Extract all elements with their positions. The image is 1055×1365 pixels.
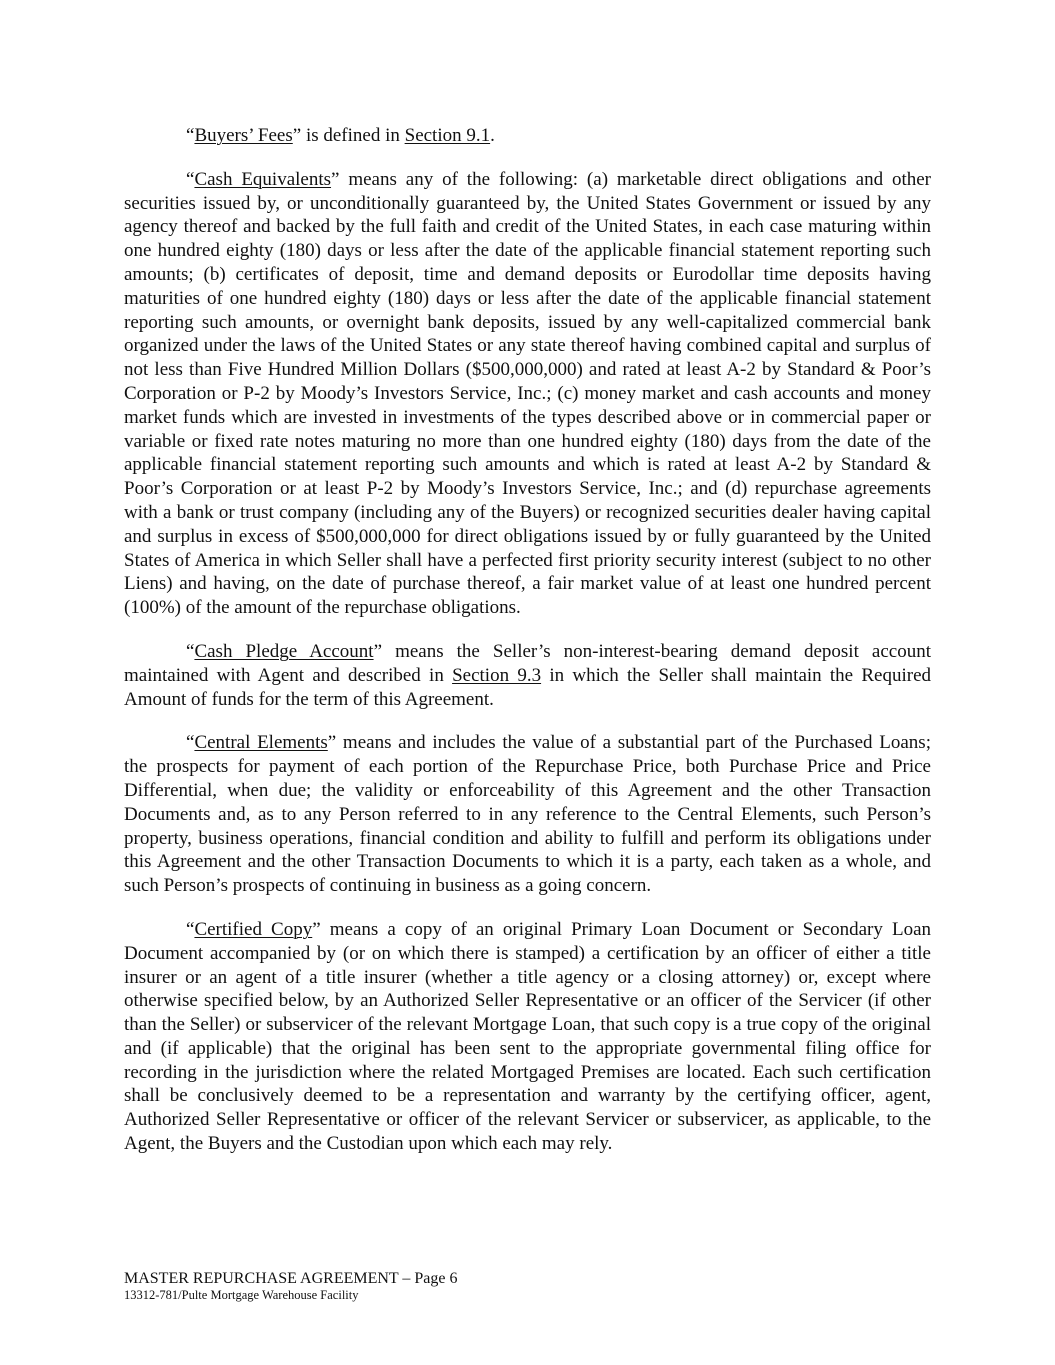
definition-cash-pledge-account	[124, 640, 931, 711]
defined-term: Buyers’ Fees	[194, 125, 293, 146]
definition-certified-copy	[124, 918, 931, 1156]
definition-text: ” means and includes the value of a substantial part of the Purchased Loans; the prospects for payment of each portion of the Repurchase Price, both Purchase Price and Price Differential, when due; the validity or enforceability of this Agreement and the other Transaction Documents and, as to any Person referred to in any reference to the Central Elements, such Person’s property, business operations, financial condition and ability to fulfill and perform its obligations under this Agreement and the other Transaction Documents to which it is a party, each taken as a whole, and such Person’s prospects of continuing in business as a going concern.	[124, 732, 931, 897]
footer-title: MASTER REPURCHASE AGREEMENT – Page 6	[124, 1270, 458, 1287]
definition-cash-equivalents	[124, 168, 931, 620]
document-body	[124, 124, 931, 1176]
section-reference: Section 9.3	[452, 664, 542, 686]
defined-term: Cash Equivalents	[194, 168, 332, 190]
definition-text: ” means the Seller’s non-interest-bearing demand deposit account maintained with Agent and described in	[124, 640, 931, 686]
open-quote: “	[186, 168, 195, 190]
defined-term: Certified Copy	[194, 918, 313, 940]
footer-doc-id: 13312-781/Pulte Mortgage Warehouse Facility	[124, 1288, 359, 1302]
open-quote: “	[186, 640, 195, 662]
section-reference: Section 9.1	[404, 125, 491, 146]
open-quote: “	[186, 125, 195, 146]
defined-term: Central Elements	[194, 732, 328, 754]
definition-text: ” means a copy of an original Primary Loan Document or Secondary Loan Document accompanied by (or on which there is stamped) a certification by an officer of either a title insurer or an agent of a title insurer (whether a title agency or a closing attorney) or, except where otherwise specified below, by an Authorized Seller Representative or an officer of the Servicer (if other than the Seller) or subservicer of the relevant Mortgage Loan, that such copy is a true copy of the original and (if applicable) that the original has been sent to the appropriate governmental filing office for recording in the jurisdiction where the related Mortgaged Premises are located. Each such certification shall be conclusively deemed to be a representation and warranty by the certifying officer, agent, Authorized Seller Representative or officer of the relevant Servicer or subservicer, as applicable, to the Agent, the Buyers and the Custodian upon which each may rely.	[124, 918, 931, 1155]
definition-text-tail: .	[490, 125, 495, 146]
definition-text: ” means any of the following: (a) marketable direct obligations and other securities issued by, or unconditionally guaranteed by, the United States Government or issued by any agency thereof and backed by the full faith and credit of the United States, in each case maturing within one hundred eighty (180) days or less after the date of the applicable financial statement reporting such amounts; (b) certificates of deposit, time and demand deposits or Eurodollar time deposits having maturities of one hundred eighty (180) days or less after the date of the applicable financial statement reporting such amounts, or overnight bank deposits, issued by any well-capitalized commercial bank organized under the laws of the United States or any state thereof having combined capital and surplus of not less than Five Hundred Million Dollars ($500,000,000) and rated at least A-2 by Standard & Poor’s Corporation or P-2 by Moody’s Investors Service, Inc.; (c) money market and cash accounts and money market funds which are invested in investments of the types described above or in commercial paper or variable or fixed rate notes maturing no more than one hundred eighty (180) days from the date of the applicable financial statement reporting such amounts and which is rated at least A-2 by Standard & Poor’s Corporation or at least P-2 by Moody’s Investors Service, Inc.; and (d) repurchase agreements with a bank or trust company (including any of the Buyers) or recognized securities dealer having capital and surplus in excess of $500,000,000 for direct obligations issued by or fully guaranteed by the United States of America in which Seller shall have a perfected first priority security interest (subject to no other Liens) and having, on the date of purchase thereof, a fair market value of at least one hundred percent (100%) of the amount of the repurchase obligations.	[124, 168, 931, 619]
page-footer	[124, 1269, 458, 1303]
definition-buyers-fees	[124, 124, 931, 148]
defined-term: Cash Pledge Account	[194, 640, 374, 662]
definition-central-elements	[124, 731, 931, 898]
open-quote: “	[186, 918, 195, 940]
open-quote: “	[186, 732, 195, 754]
definition-text: ” is defined in	[292, 125, 405, 146]
definition-text-tail: in which the Seller shall maintain the Required Amount of funds for the term of this Agreement.	[124, 664, 932, 710]
